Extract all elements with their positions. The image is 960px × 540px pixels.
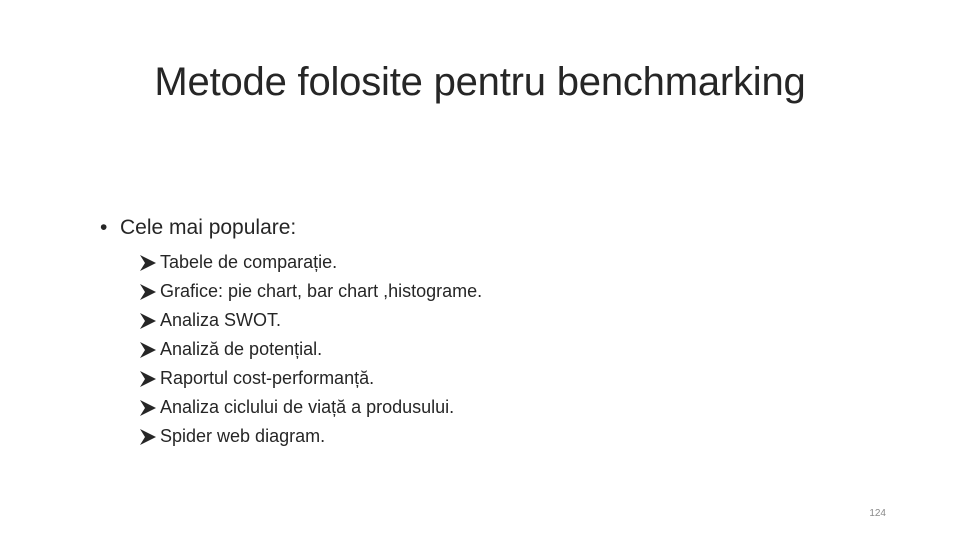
arrowhead-bullet-icon xyxy=(138,340,158,360)
list-item xyxy=(138,335,860,364)
bullet-label: Cele mai populare: xyxy=(120,216,297,239)
sub-bullet-list xyxy=(138,248,860,451)
slide-body xyxy=(100,214,860,451)
list-item xyxy=(138,248,860,277)
list-item-text: Analiza SWOT. xyxy=(160,310,282,330)
arrowhead-bullet-icon xyxy=(138,398,158,418)
list-item xyxy=(138,277,860,306)
bullet-item xyxy=(100,214,860,242)
arrowhead-bullet-icon xyxy=(138,253,158,273)
list-item-text: Analiză de potențial. xyxy=(160,339,323,359)
list-item xyxy=(138,422,860,451)
list-item-text: Tabele de comparație. xyxy=(160,252,338,272)
arrowhead-bullet-icon xyxy=(138,311,158,331)
list-item xyxy=(138,306,860,335)
list-item-text: Analiza ciclului de viață a produsului. xyxy=(160,397,455,417)
arrowhead-bullet-icon xyxy=(138,369,158,389)
arrowhead-bullet-icon xyxy=(138,427,158,447)
list-item xyxy=(138,364,860,393)
slide-title: Metode folosite pentru benchmarking xyxy=(154,60,806,104)
list-item-text: Spider web diagram. xyxy=(160,426,326,446)
arrowhead-bullet-icon xyxy=(138,282,158,302)
page-number: 124 xyxy=(869,508,886,519)
list-item-text: Grafice: pie chart, bar chart ,histograme. xyxy=(160,281,483,301)
list-item xyxy=(138,393,860,422)
bullet-marker: • xyxy=(100,216,108,239)
list-item-text: Raportul cost-performanță. xyxy=(160,368,375,388)
